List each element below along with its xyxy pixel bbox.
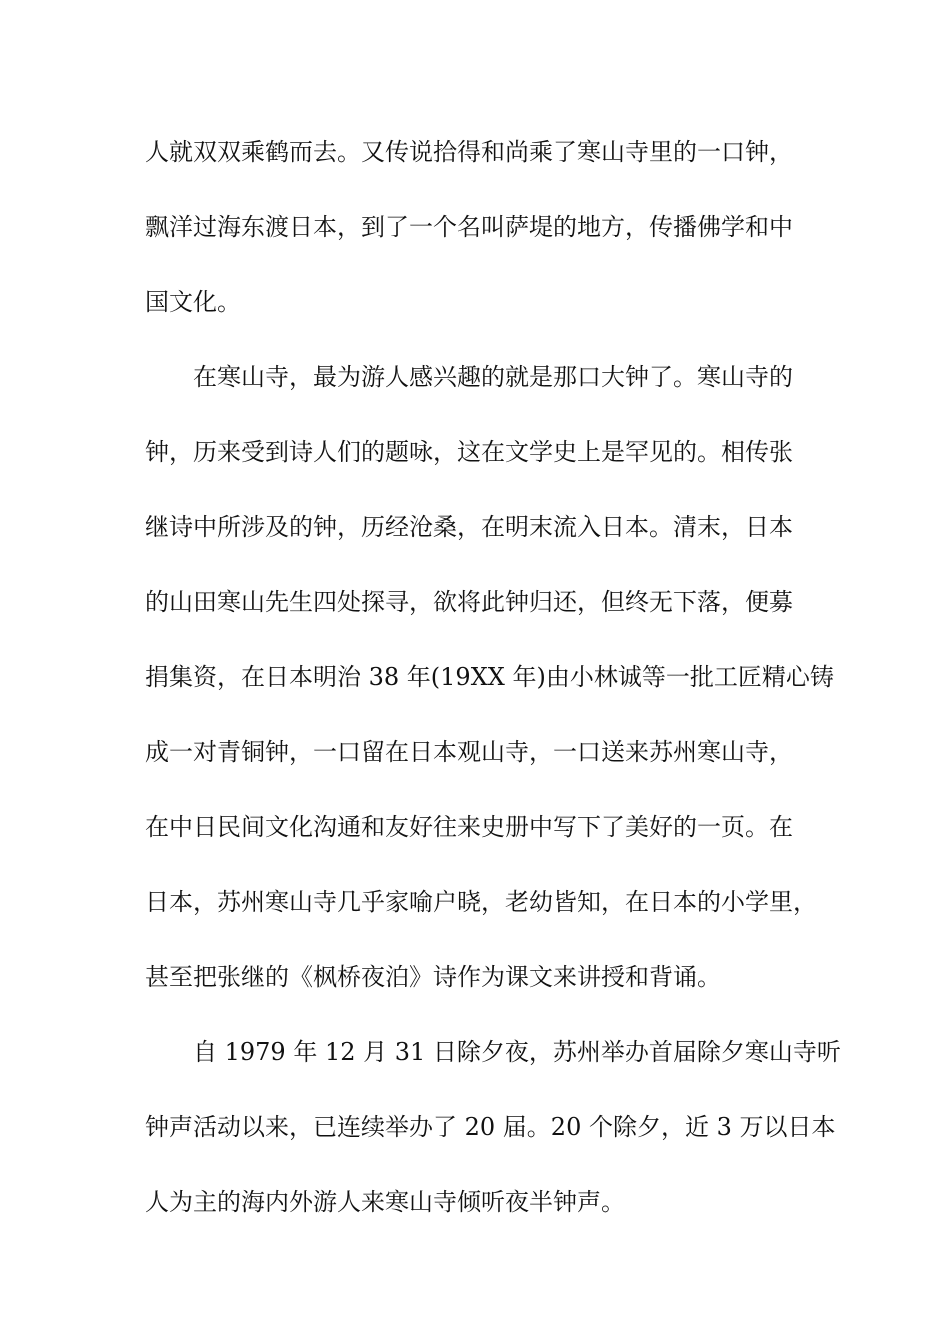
text-line-10: 在中日民间文化沟通和友好往来史册中写下了美好的一页。在 — [145, 813, 793, 841]
paragraph-start-line: 自 1979 年 12 月 31 日除夕夜，苏州举办首届除夕寒山寺听 — [193, 1038, 841, 1066]
text-line-5: 钟，历来受到诗人们的题咏，这在文学史上是罕见的。相传张 — [145, 438, 793, 466]
text-line-15: 人为主的海内外游人来寒山寺倾听夜半钟声。 — [145, 1188, 625, 1216]
body-text — [145, 132, 841, 1257]
text-line-12: 甚至把张继的《枫桥夜泊》诗作为课文来讲授和背诵。 — [145, 963, 721, 991]
text-line-9: 成一对青铜钟，一口留在日本观山寺，一口送来苏州寒山寺， — [145, 738, 793, 766]
paragraph-start-line: 在寒山寺，最为游人感兴趣的就是那口大钟了。寒山寺的 — [193, 363, 793, 391]
text-line-1: 人就双双乘鹤而去。又传说拾得和尚乘了寒山寺里的一口钟， — [145, 138, 793, 166]
text-line-6: 继诗中所涉及的钟，历经沧桑，在明末流入日本。清末，日本 — [145, 513, 793, 541]
text-line-11: 日本，苏州寒山寺几乎家喻户晓，老幼皆知，在日本的小学里， — [145, 888, 817, 916]
text-line-14: 钟声活动以来，已连续举办了 20 届。20 个除夕，近 3 万以日本 — [145, 1113, 836, 1141]
text-line-7: 的山田寒山先生四处探寻，欲将此钟归还，但终无下落，便募 — [145, 588, 793, 616]
text-line-2: 飘洋过海东渡日本，到了一个名叫萨堤的地方，传播佛学和中 — [145, 213, 793, 241]
text-line-3: 国文化。 — [145, 288, 241, 316]
text-line-8: 捐集资，在日本明治 38 年(19XX 年)由小林诚等一批工匠精心铸 — [145, 663, 834, 691]
